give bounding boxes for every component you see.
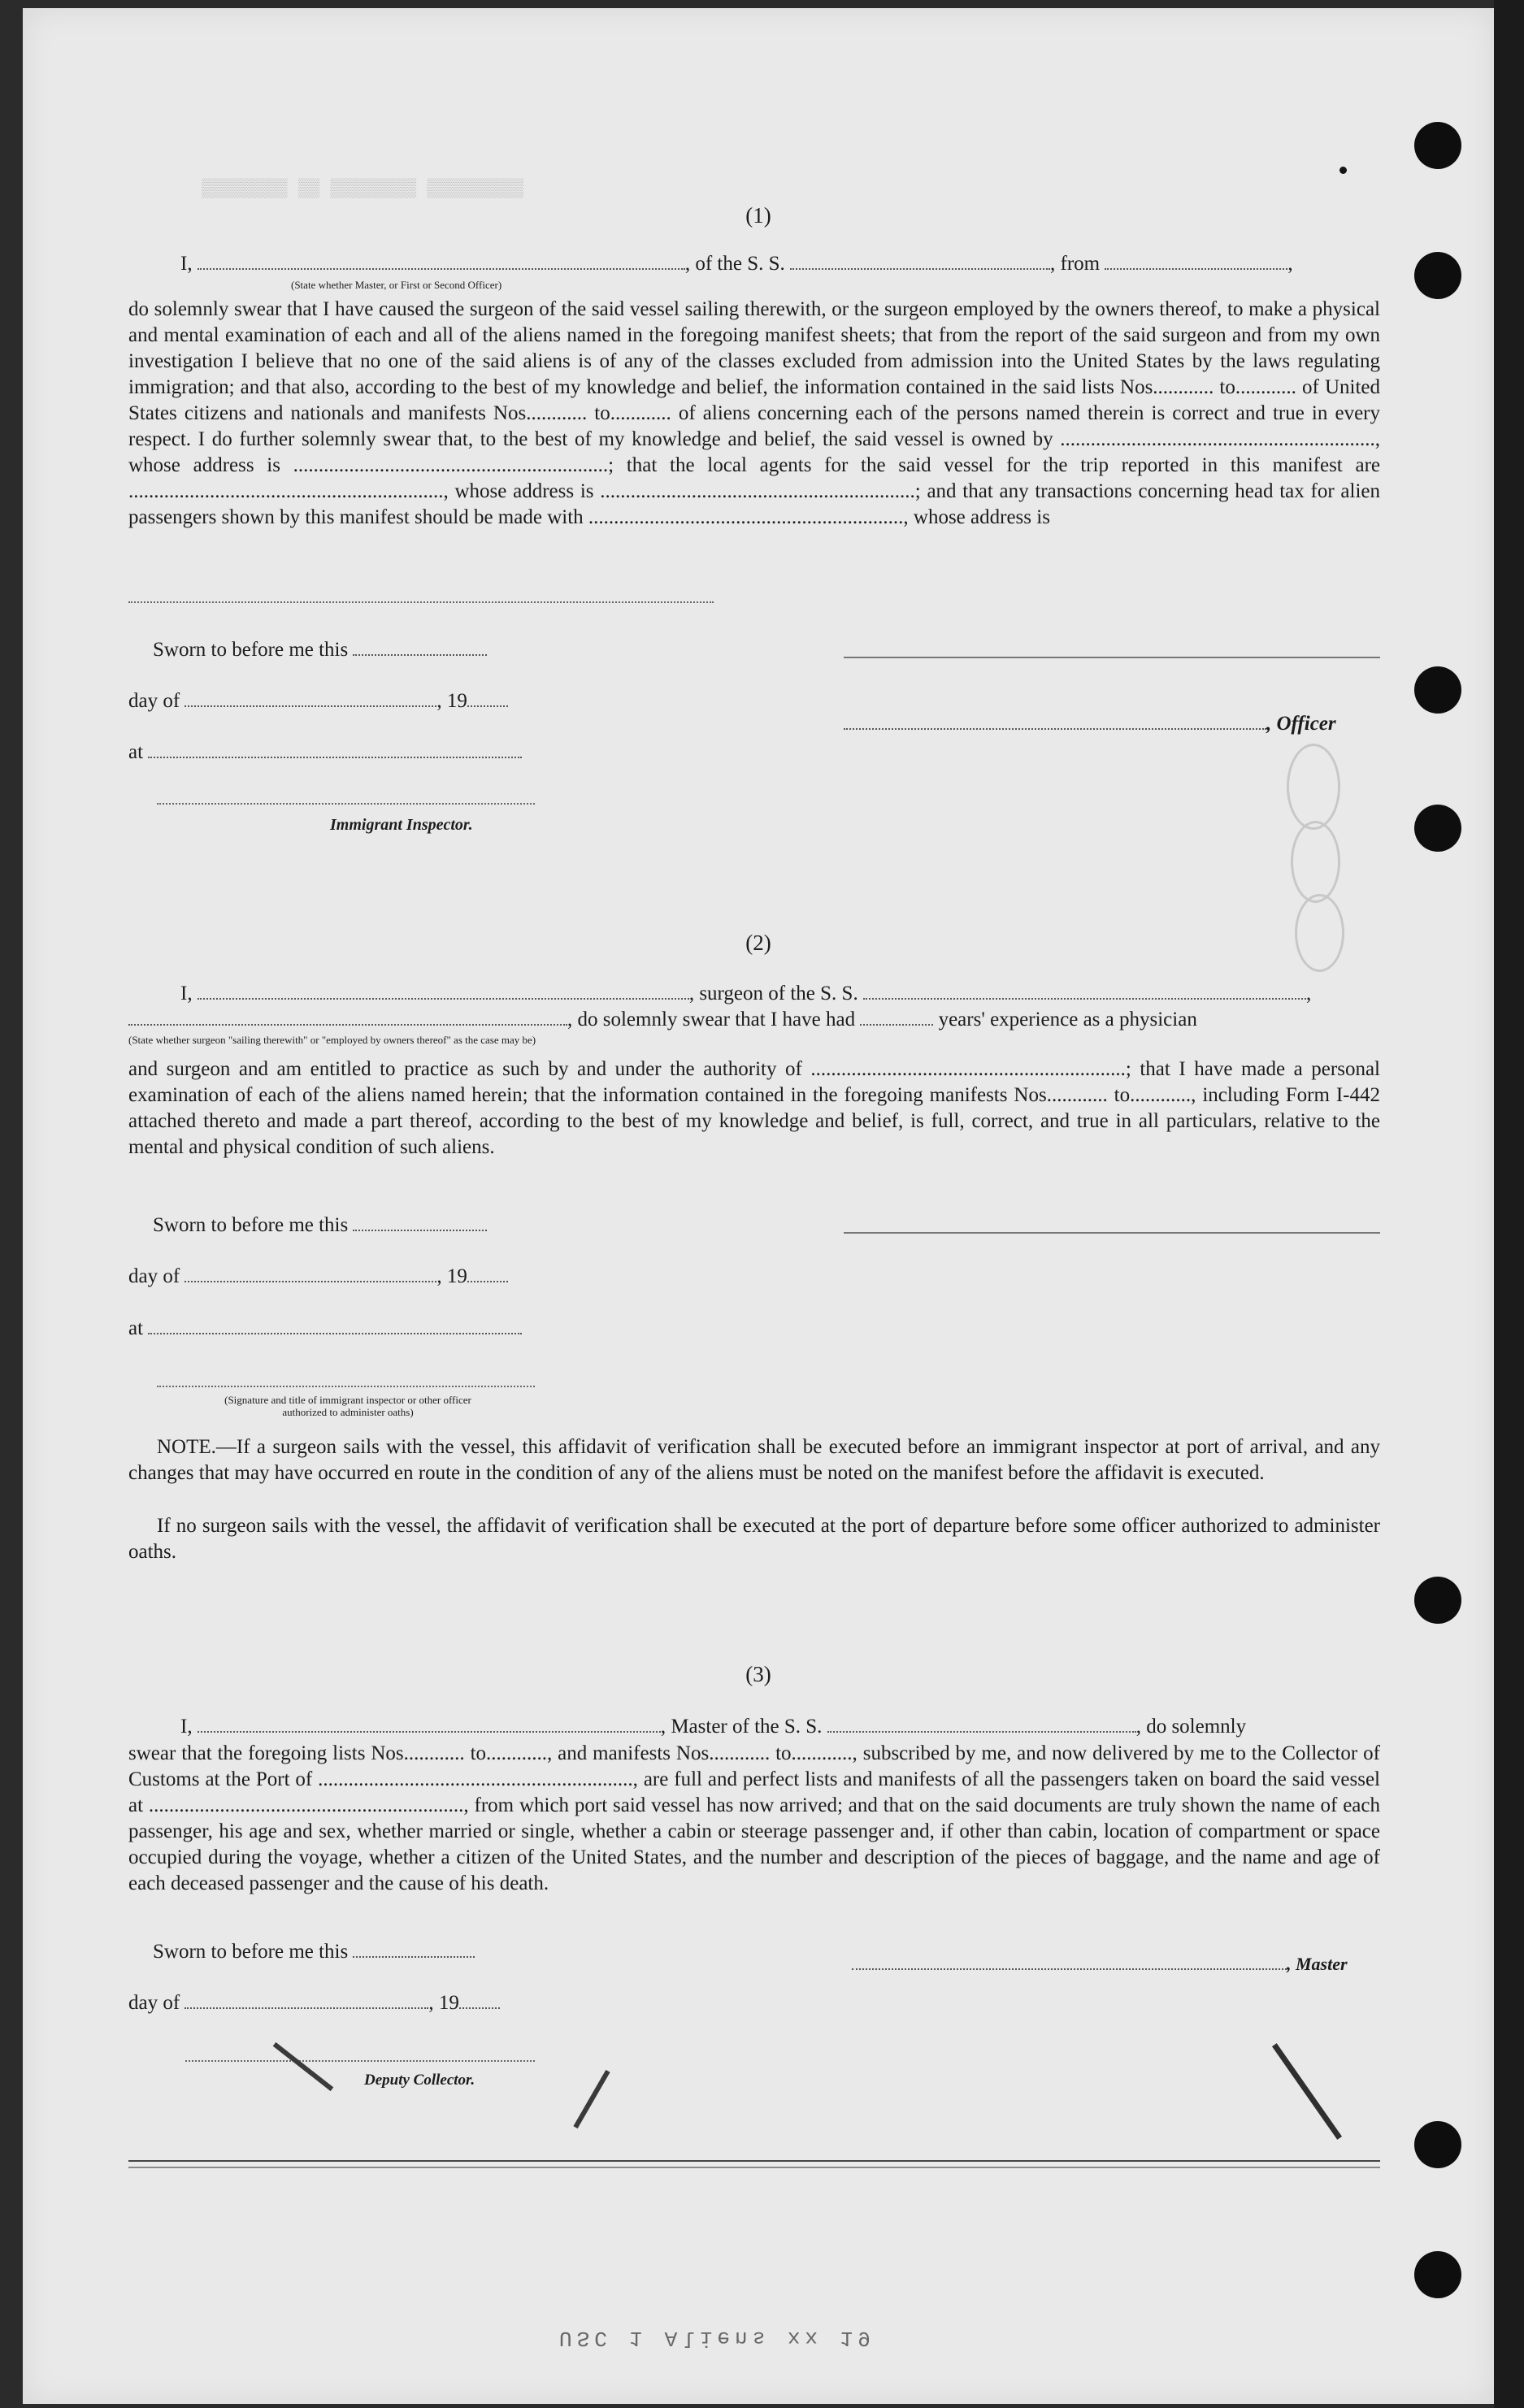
- blank-ship-name[interactable]: [827, 1716, 1136, 1733]
- surgeon-note-paragraph: NOTE.—If a surgeon sails with the vessel, this affidavit of verification shall be executed before an immigrant inspector at port of arrival, and any changes that may have occurred en route in the condition of any of the aliens must be noted on the manifest before the affidavit is executed.: [128, 1436, 1380, 1484]
- master-line: [852, 1952, 1348, 1976]
- authorized-officer-signature-line[interactable]: [157, 1386, 535, 1387]
- line-text: I,: [180, 983, 193, 1004]
- at-line: [128, 740, 522, 765]
- line-text: Sworn to before me this: [153, 1941, 349, 1963]
- line-text: Sworn to before me this: [153, 1214, 349, 1236]
- section-1-number: (1): [745, 203, 771, 228]
- blank-surgeon-name[interactable]: [198, 983, 689, 1000]
- line-text: day of: [128, 690, 180, 712]
- at-line: [128, 1317, 522, 1341]
- bottom-rule-secondary: [128, 2167, 1380, 2168]
- blank-at-place[interactable]: [148, 742, 522, 758]
- pencil-loop-mark: [1287, 744, 1340, 830]
- blank-month[interactable]: [185, 1993, 428, 2009]
- blank-address-line[interactable]: [128, 601, 714, 603]
- blank-at-place[interactable]: [148, 1318, 522, 1334]
- binder-hole: [1414, 252, 1461, 299]
- blank-officer-name[interactable]: [198, 254, 685, 270]
- line-text: day of: [128, 1992, 180, 2014]
- deputy-collector-signature-line[interactable]: [185, 2060, 535, 2062]
- day-of-line: [128, 1265, 508, 1289]
- binder-hole: [1414, 805, 1461, 852]
- blank-year[interactable]: [467, 1266, 508, 1282]
- binder-hole: [1414, 2121, 1461, 2168]
- master-label: , Master: [1287, 1954, 1348, 1974]
- section-2-oath-text: and surgeon and am entitled to practice as such by and under the authority of ..............................................................; that I have made a personal examination of each of the aliens named herein; that the information contained in the foregoing manifests Nos............ to............, including Form I-442 attached thereto and made a part thereof, according to the best of my knowledge and belief, is full, correct, and true in all particulars, relative to the mental and physical condition of such aliens.: [128, 1058, 1380, 1158]
- binder-hole: [1414, 666, 1461, 714]
- blank-ship-name[interactable]: [790, 254, 1050, 270]
- ink-speck: [1339, 167, 1347, 174]
- line-text: years' experience as a physician: [938, 1009, 1197, 1030]
- blank-years-experience[interactable]: [860, 1009, 933, 1026]
- section-1-oath-text: do solemnly swear that I have caused the surgeon of the said vessel sailing therewith, or the surgeon employed by the owners thereof, to make a physical and mental examination of each and all of the aliens named in the foregoing manifest sheets; that from the report of the said surgeon and from my own investigation I believe that no one of the said aliens is of any of the classes excluded from admission into the United States by the laws regulating immigration; and that also, according to the best of my knowledge and belief, the information contained in the said lists Nos............ to............ of United States citizens and nationals and manifests Nos............ to............ of aliens concerning each of the persons named therein is correct and true in every respect. I do further solemnly swear that, to the best of my knowledge and belief, the said vessel is owned by .............................................................., whose address is ..............................................................; that the local agents for the said vessel for the trip reported in this manifest are .............................................................., whose address is ..............................................................; and that any transactions concerning head tax for alien passengers shown by this manifest should be made with .............................................................., whose address is: [128, 298, 1380, 528]
- section-3-number: (3): [745, 1662, 771, 1686]
- officer-label: , Officer: [1266, 713, 1336, 735]
- pen-stroke-mark: [273, 2042, 334, 2091]
- bleed-through-marks: ▒▒▒▒▒▒▒▒ ▒▒ ▒▒▒▒▒▒▒▒ ▒▒▒▒▒▒▒▒▒: [202, 179, 524, 199]
- line-text: , Master of the S. S.: [660, 1716, 823, 1738]
- line-text: , do solemnly: [1135, 1716, 1247, 1738]
- blank-month[interactable]: [185, 1266, 436, 1282]
- blank-month[interactable]: [185, 691, 436, 707]
- day-of-line: [128, 1991, 500, 2015]
- officer-type-note: (State whether Master, or First or Second Officer): [291, 279, 502, 291]
- section-2-number: (2): [745, 931, 771, 955]
- line-text: , 19: [428, 1992, 459, 2014]
- sworn-line: [153, 1940, 475, 1964]
- line-text: from: [1060, 253, 1101, 275]
- blank-officer-signature[interactable]: [844, 714, 1266, 730]
- pen-stroke-mark: [573, 2070, 610, 2128]
- pen-stroke-mark: [1272, 2043, 1342, 2140]
- sworn-line: [153, 638, 487, 662]
- blank-surgeon-status[interactable]: [128, 1009, 567, 1026]
- binder-hole: [1414, 2251, 1461, 2298]
- section-3-first-line: [180, 1715, 1246, 1739]
- bottom-rule: [128, 2160, 1380, 2162]
- line-text: Sworn to before me this: [153, 639, 349, 661]
- sworn-line: [153, 1213, 487, 1238]
- signature-line[interactable]: [844, 657, 1380, 658]
- day-of-line: [128, 689, 508, 714]
- section-3-oath-text: swear that the foregoing lists Nos............ to............, and manifests Nos............ to............, subscribed by me, and now delivered by me to the Collector of Customs at the Port of .............................................................., are full and perfect lists and manifests of all the passengers taken on board the said vessel at .............................................................., from which port said vessel has now arrived; and that on the said documents are truly shown the name of each passenger, his age and sex, whether married or single, whether a cabin or steerage passenger and, if other than cabin, location of compartment or space occupied during the voyage, whether a citizen of the United States, and the number and description of the pieces of baggage, and the name and age of each deceased passenger and the cause of his death.: [128, 1742, 1380, 1894]
- deputy-collector-label: Deputy Collector.: [364, 2072, 475, 2089]
- line-text: of the S. S.: [695, 253, 785, 275]
- inspector-signature-line[interactable]: [157, 803, 535, 805]
- blank-from-port[interactable]: [1105, 254, 1287, 270]
- line-text: I,: [180, 253, 193, 275]
- page-edge-shadow: [1494, 0, 1524, 2408]
- line-text: at: [128, 1317, 144, 1339]
- line-text: at: [128, 741, 144, 763]
- authorized-officer-label: (Signature and title of immigrant inspector or other officer authorized to administer oaths): [224, 1394, 471, 1418]
- blank-year[interactable]: [467, 691, 508, 707]
- binder-hole: [1414, 122, 1461, 169]
- footer-reference-code: USC 1 Aliens xx 19: [559, 2326, 875, 2350]
- signature-line[interactable]: [844, 1232, 1380, 1234]
- blank-sworn-day[interactable]: [353, 1215, 487, 1231]
- blank-sworn-day[interactable]: [353, 640, 487, 656]
- section-2-second-line: [128, 1008, 1197, 1032]
- manifest-page: [23, 8, 1494, 2404]
- blank-sworn-day[interactable]: [353, 1942, 475, 1958]
- no-surgeon-note-paragraph: If no surgeon sails with the vessel, the affidavit of verification shall be executed at the port of departure before some officer authorized to administer oaths.: [128, 1515, 1380, 1563]
- officer-line: [844, 712, 1336, 736]
- pencil-loop-mark: [1291, 821, 1340, 903]
- blank-ship-name[interactable]: [863, 983, 1306, 1000]
- blank-master-signature[interactable]: [852, 1954, 1287, 1970]
- surgeon-type-note: (State whether surgeon "sailing therewith" or "employed by owners thereof" as the case may be): [128, 1034, 536, 1046]
- section-1-first-line: I, , of the S. S. , from ,: [180, 253, 1293, 275]
- blank-year[interactable]: [459, 1993, 500, 2009]
- section-2-first-line: I, , surgeon of the S. S. ,: [180, 983, 1312, 1004]
- binder-hole: [1414, 1577, 1461, 1624]
- line-text: day of: [128, 1265, 180, 1287]
- line-text: , 19: [436, 690, 467, 712]
- line-text: , do solemnly swear that I have had: [567, 1009, 856, 1030]
- line-text: , 19: [436, 1265, 467, 1287]
- immigrant-inspector-label: Immigrant Inspector.: [330, 816, 473, 834]
- line-text: I,: [180, 1716, 193, 1738]
- blank-master-name[interactable]: [198, 1716, 661, 1733]
- line-text: , surgeon of the S. S.: [688, 983, 858, 1004]
